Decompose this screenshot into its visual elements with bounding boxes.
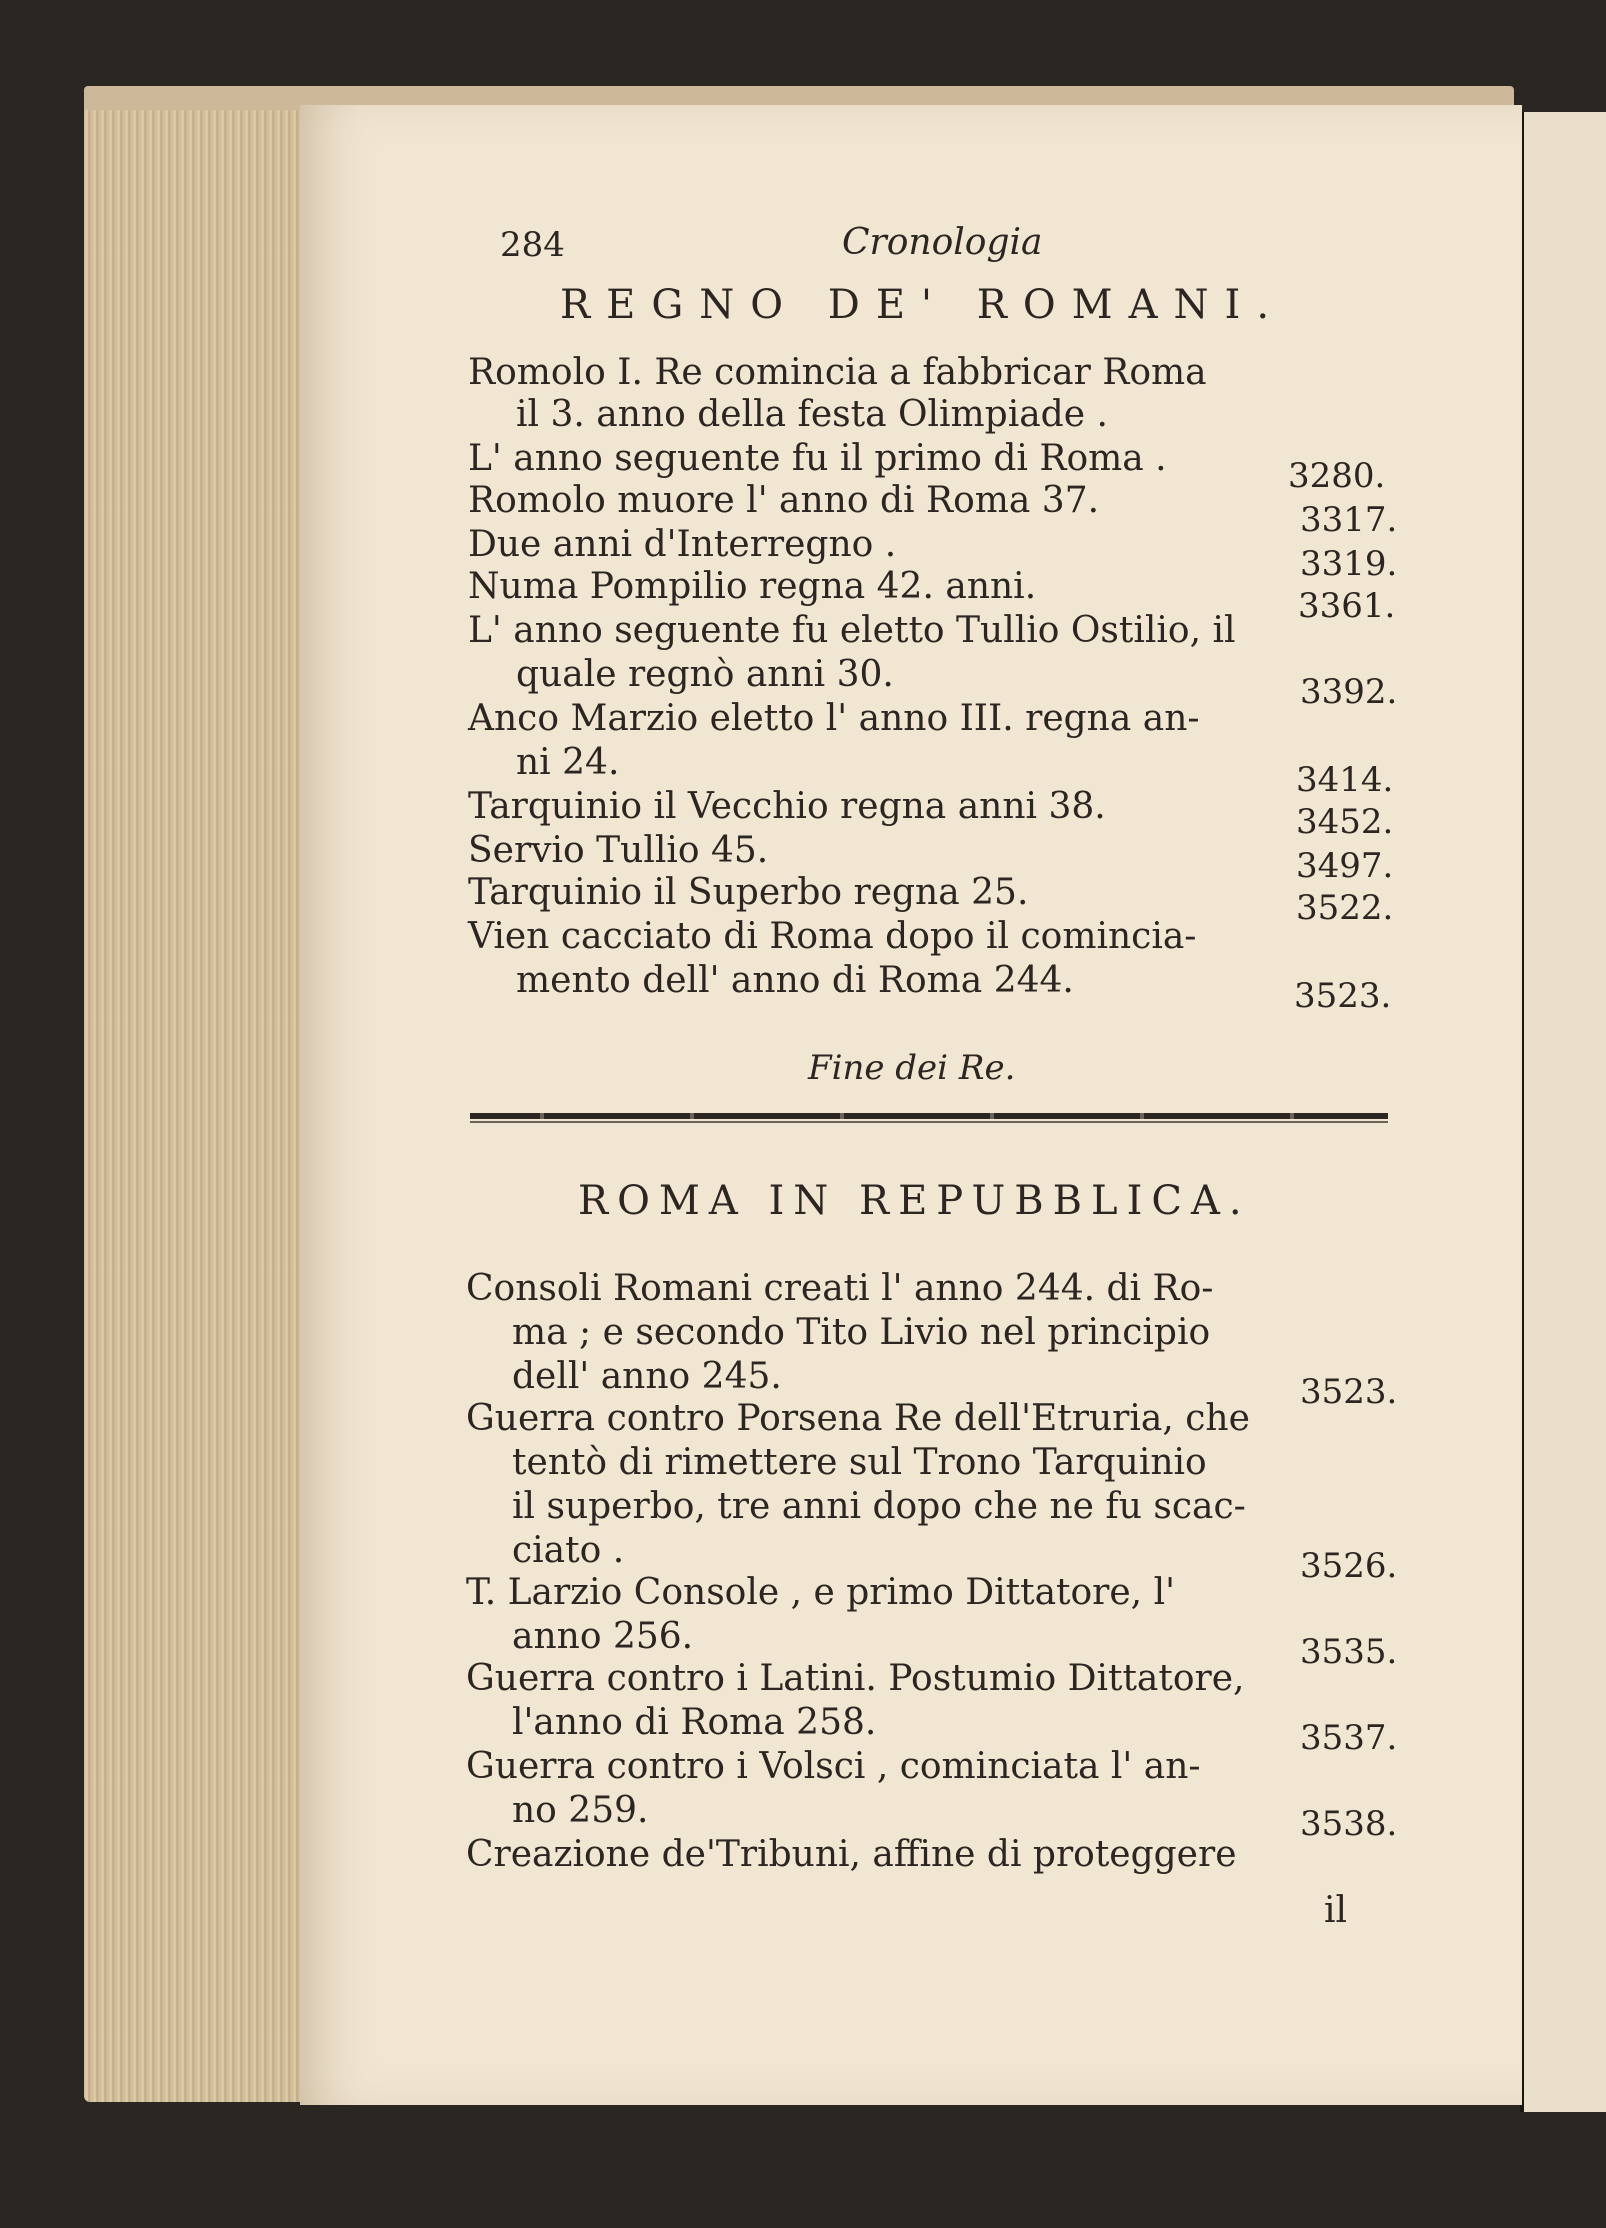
- entry-year: 3319.: [1300, 544, 1398, 584]
- entry-year: 3538.: [1300, 1804, 1398, 1844]
- entry-line: il 3. anno della festa Olimpiade .: [516, 394, 1108, 435]
- entry-line: ni 24.: [516, 742, 620, 783]
- entry-line: Due anni d'Interregno .: [468, 524, 897, 565]
- entry-year: 3535.: [1300, 1632, 1398, 1672]
- entry-line: L' anno seguente fu eletto Tullio Ostilio, il: [468, 610, 1236, 651]
- catchword: il: [1324, 1890, 1348, 1931]
- entry-line: mento dell' anno di Roma 244.: [516, 960, 1074, 1001]
- entry-line: dell' anno 245.: [512, 1356, 782, 1397]
- entry-line: Anco Marzio eletto l' anno III. regna an-: [468, 698, 1200, 739]
- entry-line: Numa Pompilio regna 42. anni.: [468, 566, 1037, 607]
- ornamental-rule: [470, 1113, 1388, 1119]
- entry-line: Servio Tullio 45.: [468, 830, 769, 871]
- entry-line: Guerra contro Porsena Re dell'Etruria, che: [466, 1398, 1250, 1439]
- entry-year: 3280.: [1288, 456, 1386, 496]
- entry-year: 3414.: [1296, 760, 1394, 800]
- entry-line: Creazione de'Tribuni, affine di proteggere: [466, 1834, 1237, 1875]
- entry-year: 3361.: [1298, 586, 1396, 626]
- entry-line: anno 256.: [512, 1616, 694, 1657]
- entry-line: tentò di rimettere sul Trono Tarquinio: [512, 1442, 1207, 1483]
- entry-line: Romolo I. Re comincia a fabbricar Roma: [468, 352, 1207, 393]
- entry-line: l'anno di Roma 258.: [512, 1702, 877, 1743]
- entry-line: ciato .: [512, 1530, 625, 1571]
- entry-line: Tarquinio il Vecchio regna anni 38.: [468, 786, 1106, 827]
- entry-year: 3523.: [1300, 1372, 1398, 1412]
- section-title-regno: REGNO DE' ROMANI.: [560, 282, 1286, 328]
- entry-year: 3392.: [1300, 672, 1398, 712]
- entry-line: T. Larzio Console , e primo Dittatore, l': [466, 1572, 1175, 1613]
- entry-line: Vien cacciato di Roma dopo il comincia-: [468, 916, 1197, 957]
- entry-year: 3452.: [1296, 802, 1394, 842]
- entry-line: quale regnò anni 30.: [516, 654, 894, 695]
- entry-year: 3497.: [1296, 846, 1394, 886]
- closing-line: Fine dei Re.: [808, 1048, 1016, 1088]
- ornamental-rule-thin: [470, 1121, 1388, 1123]
- entry-line: ma ; e secondo Tito Livio nel principio: [512, 1312, 1211, 1353]
- entry-line: Tarquinio il Superbo regna 25.: [468, 872, 1029, 913]
- entry-line: Consoli Romani creati l' anno 244. di Ro-: [466, 1268, 1214, 1309]
- page-number: 284: [500, 225, 565, 265]
- running-title: Cronologia: [842, 222, 1043, 263]
- entry-year: 3523.: [1294, 976, 1392, 1016]
- entry-line: Guerra contro i Latini. Postumio Dittatore,: [466, 1658, 1245, 1699]
- entry-year: 3537.: [1300, 1718, 1398, 1758]
- entry-year: 3526.: [1300, 1546, 1398, 1586]
- entry-year: 3317.: [1300, 500, 1398, 540]
- entry-year: 3522.: [1296, 888, 1394, 928]
- section-title-repubblica: ROMA IN REPUBBLICA.: [578, 1178, 1251, 1224]
- entry-line: L' anno seguente fu il primo di Roma .: [468, 438, 1167, 479]
- entry-line: no 259.: [512, 1790, 649, 1831]
- entry-line: il superbo, tre anni dopo che ne fu scac-: [512, 1486, 1246, 1527]
- entry-line: Romolo muore l' anno di Roma 37.: [468, 480, 1100, 521]
- entry-line: Guerra contro i Volsci , cominciata l' an-: [466, 1746, 1201, 1787]
